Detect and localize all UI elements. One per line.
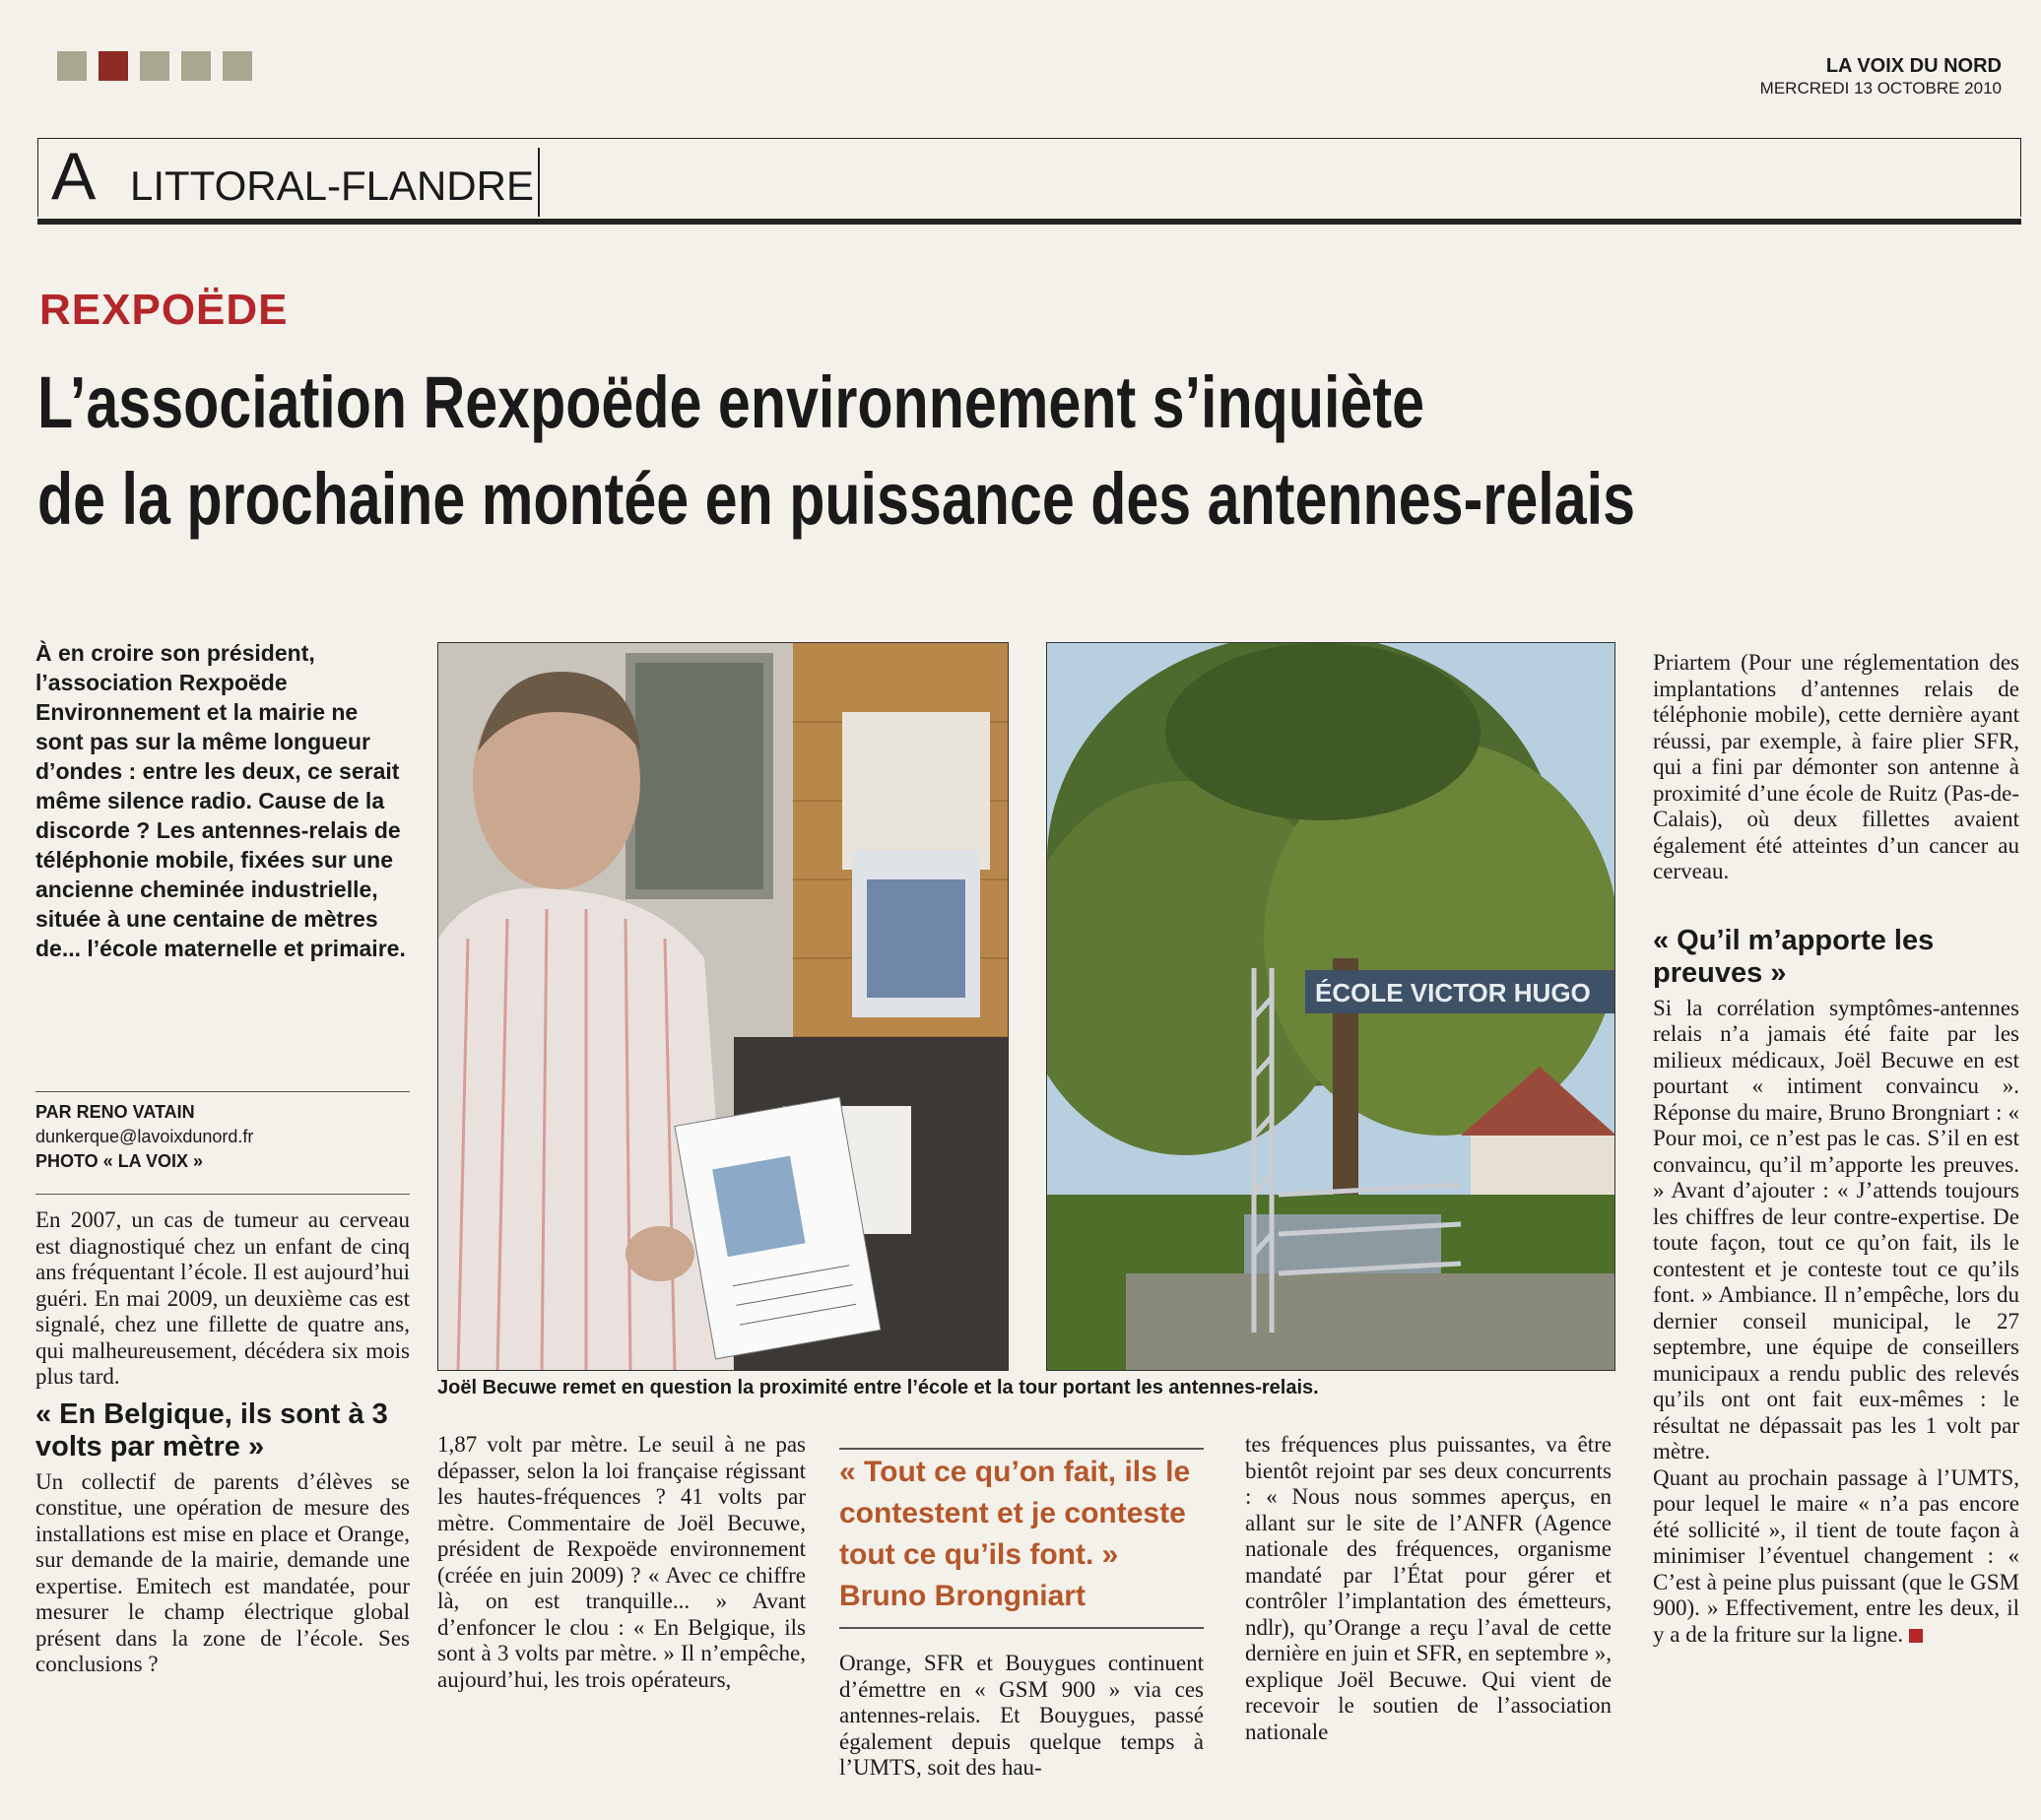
photo-school-gate [1046, 642, 1615, 1371]
article-kicker: REXPOËDE [39, 286, 289, 334]
photo-school-image [1047, 643, 1615, 1371]
body-column-3 [839, 1651, 1204, 1782]
body-paragraph: Priartem (Pour une réglementation des implantations d’antennes relais de téléphonie mobile), cette dernière ayant réussi, par exemple, à faire plier SFR, qui a fini par démonter son antenne à proximité d’une école de Ruitz (Pas-de-Calais), où deux fillettes avaient également été atteintes d’un cancer au cerveau. [1653, 650, 2019, 883]
pull-quote-rule-bottom [839, 1627, 1204, 1629]
body-column-4 [1245, 1432, 1612, 1745]
byline-email: dunkerque@lavoixdunord.fr [35, 1127, 254, 1146]
headline-line-1: L’association Rexpoëde environnement s’inquiète [37, 361, 1424, 443]
pull-quote-author: Bruno Brongniart [839, 1580, 1086, 1612]
photo-credit: PHOTO « LA VOIX » [35, 1151, 204, 1171]
article-lead: À en croire son président, l’association Rexpoëde Environnement et la mairie ne sont pas sur la même longueur d’ondes : entre les deux, ce serait même silence radio. Cause de la discorde ? Les antennes-relais de téléphonie mobile, fixées sur une ancienne cheminée industrielle, située à une centaine de mètres de... l’école maternelle et primaire. [35, 640, 406, 961]
body-paragraph: Si la corrélation symptômes-antennes relais n’a jamais été faite par les milieux médicaux, Joël Becuwe en est pourtant « intiment convaincu ». Réponse du maire, Bruno Brongniart : « Pour moi, ce n’est pas le cas. S’il en est convaincu, qu’il m’apporte les preuves. » Avant d’ajouter : « J’attends toujours les chiffres de leur contre-expertise. De toute façon, tout ce qu’on fait, ils le contestent et je conteste tout ce qu’ils font. » Ambiance. Il n’empêche, lors du dernier conseil municipal, le 27 septembre, une équipe de conseillers municipaux a rendu public des relevés qu’ils ont ont fait eux-mêmes : le résultat ne dépassait pas les 1 volt par mètre. [1653, 995, 2019, 1463]
body-column-1 [35, 1207, 410, 1678]
body-paragraph: 1,87 volt par mètre. Le seuil à ne pas dépasser, selon la loi française régissant les hautes-fréquences ? 41 volts par mètre. Commentaire de Joël Becuwe, président de Rexpoëde environnement (créée en juin 2009) ? « Avec ce chiffre là, on est tranquille... » Avant d’enfoncer le clou : « En Belgique, ils sont à 3 volts par mètre. » Il n’empêche, aujourd’hui, les trois opérateurs, [437, 1432, 806, 1692]
pull-quote: « Tout ce qu’on fait, ils le contestent et je conteste tout ce qu’ils font. » [839, 1456, 1191, 1571]
subheading: « Qu’il m’apporte les preuves » [1653, 924, 1935, 989]
color-swatch [140, 51, 169, 81]
color-swatch [223, 51, 252, 81]
photo-caption: Joël Becuwe remet en question la proximité entre l’école et la tour portant les antennes-relais. [437, 1377, 1319, 1398]
issue-date: MERCREDI 13 OCTOBRE 2010 [1759, 79, 2002, 98]
byline-author: PAR RENO VATAIN [35, 1102, 195, 1122]
article-headline [37, 355, 1635, 548]
headline-line-2: de la prochaine montée en puissance des antennes-relais [37, 458, 1635, 540]
color-swatch [181, 51, 211, 81]
header-rule [37, 219, 2021, 225]
color-swatch [99, 51, 128, 81]
color-swatch [57, 51, 87, 81]
body-paragraph: Orange, SFR et Bouygues continuent d’émettre en « GSM 900 » via ces antennes-relais. Et Bouygues, passé également depuis quelque temps à l’UMTS, soit des hau- [839, 1651, 1204, 1780]
body-paragraph: tes fréquences plus puissantes, va être bientôt rejoint par ses deux concurrents : « Nous nous sommes aperçus, en allant sur le site de l’ANFR (Agence nationale des fréquences, organisme mandaté par l’État pour gérer et contrôler l’implantation des émetteurs, ndlr), qu’Orange a reçu l’aval de cette dernière en juin et SFR, en septembre », explique Joël Becuwe. Qui vient de recevoir le soutien de l’association nationale [1245, 1432, 1612, 1744]
byline-rule [35, 1194, 410, 1195]
body-paragraph: Un collectif de parents d’élèves se constitue, une opération de mesure des installations est mise en place et Orange, sur demande de la mairie, demande une expertise. Emitech est mandatée, pour mesurer le champ électrique global présent dans la zone de l’école. Ses conclusions ? [35, 1468, 410, 1676]
section-name: LITTORAL-FLANDRE [130, 162, 534, 209]
body-paragraph [1653, 1465, 2019, 1649]
newspaper-name: LA VOIX DU NORD [1825, 55, 2002, 77]
body-column-2 [437, 1432, 806, 1693]
photo-office-image [438, 643, 1009, 1371]
subheading: « En Belgique, ils sont à 3 volts par mètre » [35, 1398, 388, 1462]
section-letter: A [51, 139, 97, 214]
body-paragraph: En 2007, un cas de tumeur au cerveau est diagnostiqué chez un enfant de cinq ans fréquentant l’école. Il est aujourd’hui guéri. En mai 2009, un deuxième cas est signalé, chez une fillette de quatre ans, qui malheureusement, décédera six mois plus tard. [35, 1207, 410, 1389]
body-column-5 [1653, 650, 2019, 1648]
body-text: Quant au prochain passage à l’UMTS, pour lequel le maire « n’a pas encore été sollicité », il tient de toute façon à minimiser l’éventuel changement : « C’est à peine plus puissant (que le GSM 900). » Effectivement, entre les deux, il y a de la friture sur la ligne. [1653, 1464, 2019, 1647]
section-divider [538, 148, 540, 217]
school-sign-text: ÉCOLE VICTOR HUGO [1315, 978, 1591, 1008]
pull-quote-rule-top [839, 1448, 1204, 1450]
byline-block [35, 1091, 410, 1174]
end-of-article-mark [1909, 1629, 1923, 1643]
photo-joel-becuwe [437, 642, 1009, 1371]
